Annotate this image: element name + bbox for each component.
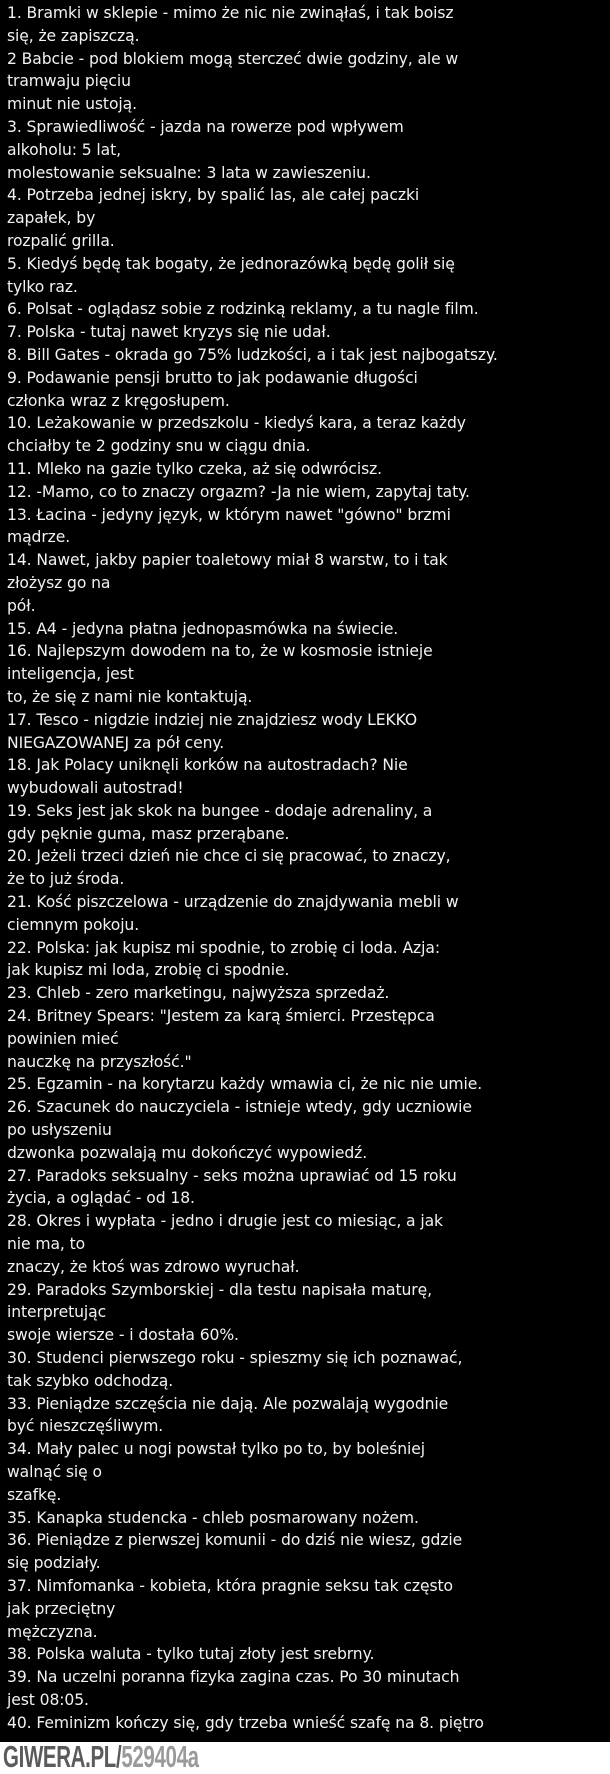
watermark-site: GIWERA.PL/	[3, 1739, 122, 1774]
text-line: jak kupisz mi loda, zrobię ci spodnie.	[7, 961, 290, 980]
text-line: 27. Paradoks seksualny - seks można uprawiać od 15 roku	[7, 1166, 457, 1185]
text-line: 15. A4 - jedyna płatna jednopasmówka na świecie.	[7, 619, 399, 638]
text-line: 6. Polsat - oglądasz sobie z rodzinką reklamy, a tu nagle film.	[7, 300, 479, 319]
watermark-id: 529404a	[121, 1739, 199, 1774]
text-line: chciałby te 2 godziny snu w ciągu dnia.	[7, 437, 311, 456]
text-line: się, że zapiszczą.	[7, 26, 140, 45]
text-line: swoje wiersze - i dostała 60%.	[7, 1326, 239, 1345]
text-line: 7. Polska - tutaj nawet kryzys się nie udał.	[7, 323, 331, 342]
text-line: 16. Najlepszym dowodem na to, że w kosmosie istnieje	[7, 642, 433, 661]
text-line: 3. Sprawiedliwość - jazda na rowerze pod wpływem	[7, 117, 404, 136]
text-line: 14. Nawet, jakby papier toaletowy miał 8 warstw, to i tak	[7, 551, 448, 570]
text-line: 13. Łacina - jedyny język, w którym nawet "gówno" brzmi	[7, 505, 451, 524]
text-line: 17. Tesco - nigdzie indziej nie znajdziesz wody LEKKO	[7, 710, 418, 729]
text-line: 9. Podawanie pensji brutto to jak podawanie długości	[7, 368, 418, 387]
text-line: 23. Chleb - zero marketingu, najwyższa sprzedaż.	[7, 984, 390, 1003]
text-line: 18. Jak Polacy uniknęli korków na autostradach? Nie	[7, 756, 408, 775]
text-line: jak przeciętny	[7, 1599, 116, 1618]
text-line: 26. Szacunek do nauczyciela - istnieje wtedy, gdy uczniowie	[7, 1098, 472, 1117]
text-line: interpretując	[7, 1303, 107, 1322]
text-line: 10. Leżakowanie w przedszkolu - kiedyś kara, a teraz każdy	[7, 414, 466, 433]
text-line: 30. Studenci pierwszego roku - spieszmy się ich poznawać,	[7, 1349, 463, 1368]
text-line: po usłyszeniu	[7, 1121, 112, 1140]
text-line: rozpalić grilla.	[7, 231, 115, 250]
text-line: 19. Seks jest jak skok na bungee - dodaje adrenaliny, a	[7, 801, 433, 820]
text-line: członka wraz z kręgosłupem.	[7, 391, 230, 410]
text-line: alkoholu: 5 lat,	[7, 140, 121, 159]
text-line: 22. Polska: jak kupisz mi spodnie, to zrobię ci loda. Azja:	[7, 938, 440, 957]
text-line: walnąć się o	[7, 1463, 102, 1481]
text-line: 29. Paradoks Szymborskiej - dla testu napisała maturę,	[7, 1280, 432, 1299]
text-line: być nieszczęśliwym.	[7, 1417, 164, 1436]
text-line: znaczy, że ktoś was zdrowo wyruchał.	[7, 1257, 300, 1276]
text-line: powinien mieć	[7, 1029, 119, 1048]
text-line: 40. Feminizm kończy się, gdy trzeba wnieść szafę na 8. piętro	[7, 1713, 484, 1732]
text-line: 12. -Mamo, co to znaczy orgazm? -Ja nie wiem, zapytaj taty.	[7, 482, 470, 501]
text-line: że to już środa.	[7, 870, 125, 889]
text-line: zapałek, by	[7, 209, 96, 228]
text-line: szafkę.	[7, 1485, 62, 1504]
text-line: 24. Britney Spears: "Jestem za karą śmierci. Przestępca	[7, 1007, 435, 1026]
text-line: 11. Mleko na gazie tylko czeka, aż się odwrócisz.	[7, 459, 383, 478]
text-line: inteligencja, jest	[7, 665, 134, 684]
watermark-bar	[0, 1739, 610, 1774]
text-line: 35. Kanapka studencka - chleb posmarowany nożem.	[7, 1508, 419, 1527]
joke-list	[7, 2, 498, 1735]
text-line: 20. Jeżeli trzeci dzień nie chce ci się pracować, to znaczy,	[7, 847, 451, 866]
text-line: 25. Egzamin - na korytarzu każdy wmawia ci, że nic nie umie.	[7, 1075, 483, 1094]
text-line: mężczyzna.	[7, 1622, 98, 1641]
text-line: jest 08:05.	[7, 1690, 89, 1709]
text-line: się podziały.	[7, 1554, 101, 1573]
text-line: tak szybko odchodzą.	[7, 1371, 174, 1390]
text-line: molestowanie seksualne: 3 lata w zawieszeniu.	[7, 163, 371, 182]
text-line: 33. Pieniądze szczęścia nie dają. Ale pozwalają wygodnie	[7, 1394, 449, 1413]
text-line: 38. Polska waluta - tylko tutaj złoty jest srebrny.	[7, 1645, 375, 1664]
text-line: to, że się z nami nie kontaktują.	[7, 687, 253, 706]
text-line: 34. Mały palec u nogi powstał tylko po to, by boleśniej	[7, 1440, 425, 1459]
text-line: 8. Bill Gates - okrada go 75% ludzkości, a i tak jest najbogatszy.	[7, 345, 498, 364]
text-line: 1. Bramki w sklepie - mimo że nic nie zwinąłaś, i tak boisz	[7, 4, 454, 22]
text-line: życia, a oglądać - od 18.	[7, 1189, 195, 1208]
text-line: 37. Nimfomanka - kobieta, która pragnie seksu tak często	[7, 1576, 453, 1595]
text-line: tramwaju pięciu	[7, 72, 131, 91]
text-line: 39. Na uczelni poranna fizyka zagina czas. Po 30 minutach	[7, 1668, 460, 1687]
text-line: 4. Potrzeba jednej iskry, by spalić las, ale całej paczki	[7, 186, 420, 205]
text-line: mądrze.	[7, 528, 71, 547]
text-line: pół.	[7, 596, 36, 615]
text-line: 2 Babcie - pod blokiem mogą sterczeć dwie godziny, ale w	[7, 49, 459, 68]
text-line: złożysz go na	[7, 573, 111, 592]
watermark	[3, 1740, 199, 1774]
text-line: 28. Okres i wypłata - jedno i drugie jest co miesiąc, a jak	[7, 1212, 443, 1231]
text-line: 21. Kość piszczelowa - urządzenie do znajdywania mebli w	[7, 893, 459, 912]
text-line: gdy pęknie guma, masz przerąbane.	[7, 824, 290, 843]
text-line: 5. Kiedyś będę tak bogaty, że jednorazówką będę golił się	[7, 254, 455, 273]
text-line: nie ma, to	[7, 1235, 86, 1254]
text-line: dzwonka pozwalają mu dokończyć wypowiedź.	[7, 1143, 368, 1162]
text-line: NIEGAZOWANEJ za pół ceny.	[7, 733, 225, 752]
text-line: minut nie ustoją.	[7, 95, 137, 114]
text-line: nauczkę na przyszłość."	[7, 1052, 192, 1071]
text-line: tylko raz.	[7, 277, 78, 296]
text-line: 36. Pieniądze z pierwszej komunii - do dziś nie wiesz, gdzie	[7, 1531, 463, 1550]
text-line: wybudowali autostrad!	[7, 779, 184, 798]
text-line: ciemnym pokoju.	[7, 915, 140, 934]
